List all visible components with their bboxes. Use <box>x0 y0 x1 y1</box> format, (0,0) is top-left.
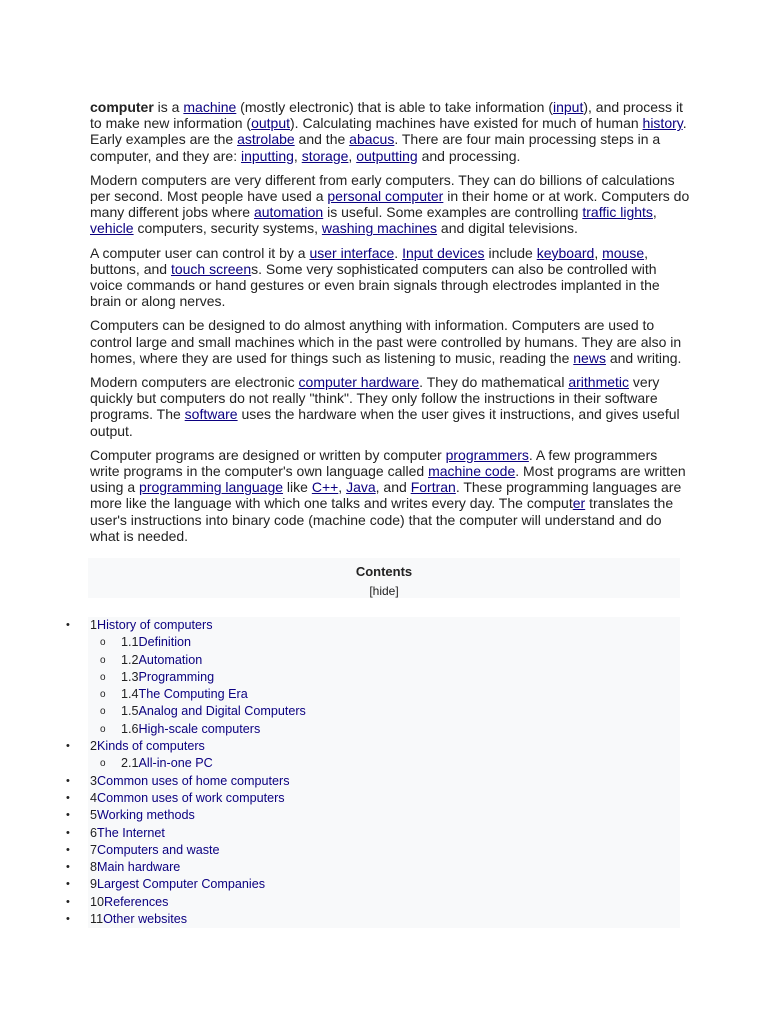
article-link[interactable]: keyboard <box>536 244 595 261</box>
toc-number: 1.3 <box>121 669 139 684</box>
toc-item[interactable] <box>0 911 768 928</box>
toc-entry[interactable] <box>121 652 202 669</box>
sub-bullet-icon: o <box>100 723 106 735</box>
article-link[interactable]: news <box>573 349 606 366</box>
toc-link[interactable]: Computers and waste <box>97 842 220 857</box>
sub-bullet-icon: o <box>100 758 106 770</box>
text-run: ). Calculating machines have existed for much of human <box>290 115 643 132</box>
toc-item[interactable] <box>0 894 768 911</box>
article-link[interactable]: abacus <box>349 131 395 148</box>
article-link[interactable]: Java <box>346 479 376 496</box>
toc-entry[interactable] <box>90 876 265 893</box>
text-run: . <box>394 244 403 261</box>
article-link[interactable]: user interface <box>309 244 395 261</box>
text-run: . They do mathematical <box>419 374 569 391</box>
toc-link[interactable]: Largest Computer Companies <box>97 877 266 892</box>
toc-link[interactable]: Analog and Digital Computers <box>138 704 306 719</box>
term-bold: computer <box>90 99 154 115</box>
toc-link[interactable]: The Computing Era <box>138 687 248 702</box>
text-run: , <box>338 479 347 496</box>
article-link[interactable]: machine code <box>428 463 516 480</box>
toc-item[interactable] <box>0 721 768 738</box>
text-run: is a <box>153 99 184 115</box>
toc-number: 1.2 <box>121 652 139 667</box>
text-run: and digital televisions. <box>437 220 578 237</box>
text-run: and processing. <box>417 147 521 164</box>
toc-number: 1.4 <box>121 687 139 702</box>
toc-number: 8 <box>90 860 98 875</box>
text-run: very quickly but computers do not really "think". They only follow the instructions in their software programs. The <box>90 374 660 423</box>
toc-link[interactable]: Automation <box>138 652 203 667</box>
text-run: Computer programs are designed or written by computer <box>90 446 446 463</box>
contents-title: Contents <box>355 564 413 579</box>
toc-item[interactable] <box>0 755 768 772</box>
article-link[interactable]: computer hardware <box>298 374 420 391</box>
article-link[interactable]: vehicle <box>90 220 134 237</box>
toc-number: 1 <box>90 618 98 632</box>
sub-bullet-icon: o <box>100 689 106 701</box>
article-link[interactable]: storage <box>301 147 349 164</box>
toc-entry[interactable] <box>90 617 213 634</box>
bullet-icon: • <box>66 809 70 822</box>
toc-entry[interactable] <box>121 755 213 772</box>
toc-number: 1.6 <box>121 721 139 736</box>
text-run: . There are four main processing steps in a computer, and they are: <box>90 131 661 164</box>
text-run: . Early examples are the <box>90 115 687 148</box>
toc-entry[interactable] <box>90 911 187 928</box>
toc-entry[interactable] <box>90 825 165 842</box>
toc-row-background <box>88 825 680 842</box>
text-run: is useful. Some examples are controlling <box>323 204 583 221</box>
toc-item[interactable] <box>0 617 768 634</box>
toc-number: 6 <box>90 825 98 840</box>
toc-entry[interactable] <box>121 669 214 686</box>
text-run: and writing. <box>605 349 682 366</box>
text-run: s. Some very sophisticated computers can also be controlled with voice commands or hand gestures or even brain signals through electrodes implanted in the brain or along nerves. <box>90 260 660 310</box>
toc-entry[interactable] <box>90 842 220 859</box>
article-link[interactable]: personal computer <box>327 188 444 205</box>
article-link[interactable]: Fortran <box>410 479 456 496</box>
text-run: Computers can be designed to do almost anything with information. Computers are used to control large and small machines which in the past were controlled by humans. They are also in homes, where they are used for things such as listening to music, reading the <box>90 317 682 366</box>
article-link[interactable]: input <box>552 99 584 115</box>
article-link[interactable]: programming language <box>139 479 284 496</box>
toc-number: 4 <box>90 790 98 805</box>
sub-bullet-icon: o <box>100 654 106 666</box>
paragraph <box>90 245 690 310</box>
text-run: computers, security systems, <box>133 220 322 237</box>
toc-link[interactable]: Common uses of work computers <box>97 790 285 805</box>
toc-link[interactable]: Other websites <box>103 912 188 927</box>
toc-link[interactable]: All-in-one PC <box>138 756 213 771</box>
text-run: Modern computers are very different from early computers. They can do billions of calculations per second. Most people have used a <box>90 171 675 205</box>
toc-entry[interactable] <box>121 686 248 703</box>
toc-entry[interactable] <box>121 721 260 738</box>
paragraph <box>90 374 690 439</box>
toc-link[interactable]: References <box>104 894 169 909</box>
bullet-icon: • <box>66 878 70 891</box>
toc-item[interactable] <box>0 703 768 720</box>
article-link[interactable]: er <box>572 495 586 512</box>
text-run: uses the hardware when the user gives it instructions, and gives useful output. <box>90 406 680 439</box>
text-run: , and <box>375 479 411 496</box>
toc-item[interactable] <box>0 876 768 893</box>
text-run: , <box>348 147 357 164</box>
toc-link[interactable]: Definition <box>138 635 192 650</box>
text-run: Modern computers are electronic <box>90 374 299 391</box>
toc-link[interactable]: Programming <box>138 669 215 684</box>
article-body <box>90 99 690 552</box>
article-link[interactable]: touch screen <box>170 260 252 277</box>
toc-item[interactable] <box>0 842 768 859</box>
toc-item[interactable] <box>0 738 768 755</box>
toc-item[interactable] <box>0 652 768 669</box>
article-link[interactable]: astrolabe <box>237 131 295 148</box>
bullet-icon: • <box>66 774 70 787</box>
bullet-icon: • <box>66 826 70 839</box>
text-run: . Most programs are written using a <box>90 463 686 496</box>
article-link[interactable]: inputting <box>240 147 294 164</box>
paragraph <box>90 172 690 237</box>
article-link[interactable]: automation <box>253 204 324 221</box>
toc-link[interactable]: Common uses of home computers <box>97 773 290 788</box>
toc-entry[interactable] <box>90 773 290 790</box>
toc-link[interactable]: Kinds of computers <box>97 739 205 754</box>
toc-item[interactable] <box>0 686 768 703</box>
toc-item[interactable] <box>0 634 768 651</box>
toc-number: 2.1 <box>121 756 139 771</box>
toc-link[interactable]: High-scale computers <box>138 721 261 736</box>
bullet-icon: • <box>66 843 70 856</box>
table-of-contents <box>0 617 768 928</box>
article-link[interactable]: outputting <box>356 147 418 164</box>
toc-link[interactable]: Main hardware <box>97 860 181 875</box>
text-run: , buttons, and <box>90 244 649 277</box>
bullet-icon: • <box>66 861 70 874</box>
article-link[interactable]: traffic lights <box>582 204 653 221</box>
toc-item[interactable] <box>0 669 768 686</box>
article-link[interactable]: programmers <box>445 446 529 463</box>
article-link[interactable]: machine <box>183 99 237 115</box>
toc-entry[interactable] <box>121 703 306 720</box>
toc-link[interactable]: Working methods <box>97 808 195 823</box>
article-link[interactable]: Input devices <box>402 244 485 261</box>
toc-number: 1.1 <box>121 635 139 650</box>
toc-entry[interactable] <box>90 738 205 755</box>
text-run: , <box>652 204 657 221</box>
sub-bullet-icon: o <box>100 637 106 649</box>
sub-bullet-icon: o <box>100 706 106 718</box>
toc-number: 1.5 <box>121 704 139 719</box>
toc-entry[interactable] <box>90 807 195 824</box>
toc-row-background <box>88 894 680 911</box>
toc-number: 2 <box>90 739 98 754</box>
toc-item[interactable] <box>0 859 768 876</box>
toc-number: 10 <box>90 894 105 909</box>
article-link[interactable]: mouse <box>602 244 645 261</box>
bullet-icon: • <box>66 913 70 926</box>
article-link[interactable]: arithmetic <box>568 374 630 391</box>
text-run: (mostly electronic) that is able to take information ( <box>236 99 553 115</box>
toc-entry[interactable] <box>121 634 191 651</box>
article-link[interactable]: history <box>642 115 683 132</box>
toc-item[interactable] <box>0 773 768 790</box>
article-link[interactable]: output <box>251 115 291 132</box>
toc-number: 5 <box>90 808 98 823</box>
toc-item[interactable] <box>0 807 768 824</box>
text-run: include <box>484 244 537 261</box>
text-run: . A few programmers write programs in the computer's own language called <box>90 446 658 480</box>
sub-bullet-icon: o <box>100 671 106 683</box>
toc-entry[interactable] <box>90 894 168 911</box>
text-run: , <box>293 147 302 164</box>
text-run: translates the user's instructions into binary code (machine code) that the computer will understand and do what is needed. <box>90 495 674 544</box>
paragraph <box>90 447 690 544</box>
toc-entry[interactable] <box>90 859 180 876</box>
text-run: in their home or at work. Computers do many different jobs where <box>90 188 690 221</box>
text-run: A computer user can control it by a <box>90 244 310 261</box>
toc-link[interactable]: The Internet <box>97 825 165 840</box>
toc-entry[interactable] <box>90 790 285 807</box>
article-link[interactable]: washing machines <box>321 220 438 237</box>
bullet-icon: • <box>66 619 70 631</box>
toc-number: 9 <box>90 877 98 892</box>
bullet-icon: • <box>66 740 70 753</box>
text-run: . These programming languages are more like the language with which one talks and writes every day. The comput <box>90 479 682 512</box>
contents-box <box>88 558 680 598</box>
text-run: ), and process it to make new information ( <box>90 99 683 132</box>
toc-number: 3 <box>90 773 98 788</box>
text-run: like <box>283 479 312 496</box>
bullet-icon: • <box>66 791 70 804</box>
text-run: , <box>594 244 603 261</box>
toc-number: 7 <box>90 842 98 857</box>
bullet-icon: • <box>66 895 70 908</box>
paragraph <box>90 99 690 164</box>
contents-hide-toggle[interactable]: [hide] <box>369 584 399 598</box>
toc-number: 11 <box>90 912 104 927</box>
toc-item[interactable] <box>0 825 768 842</box>
toc-link[interactable]: History of computers <box>97 618 213 632</box>
article-link[interactable]: C++ <box>311 479 339 496</box>
article-link[interactable]: software <box>184 406 238 423</box>
paragraph <box>90 317 690 366</box>
toc-item[interactable] <box>0 790 768 807</box>
text-run: and the <box>294 131 350 148</box>
